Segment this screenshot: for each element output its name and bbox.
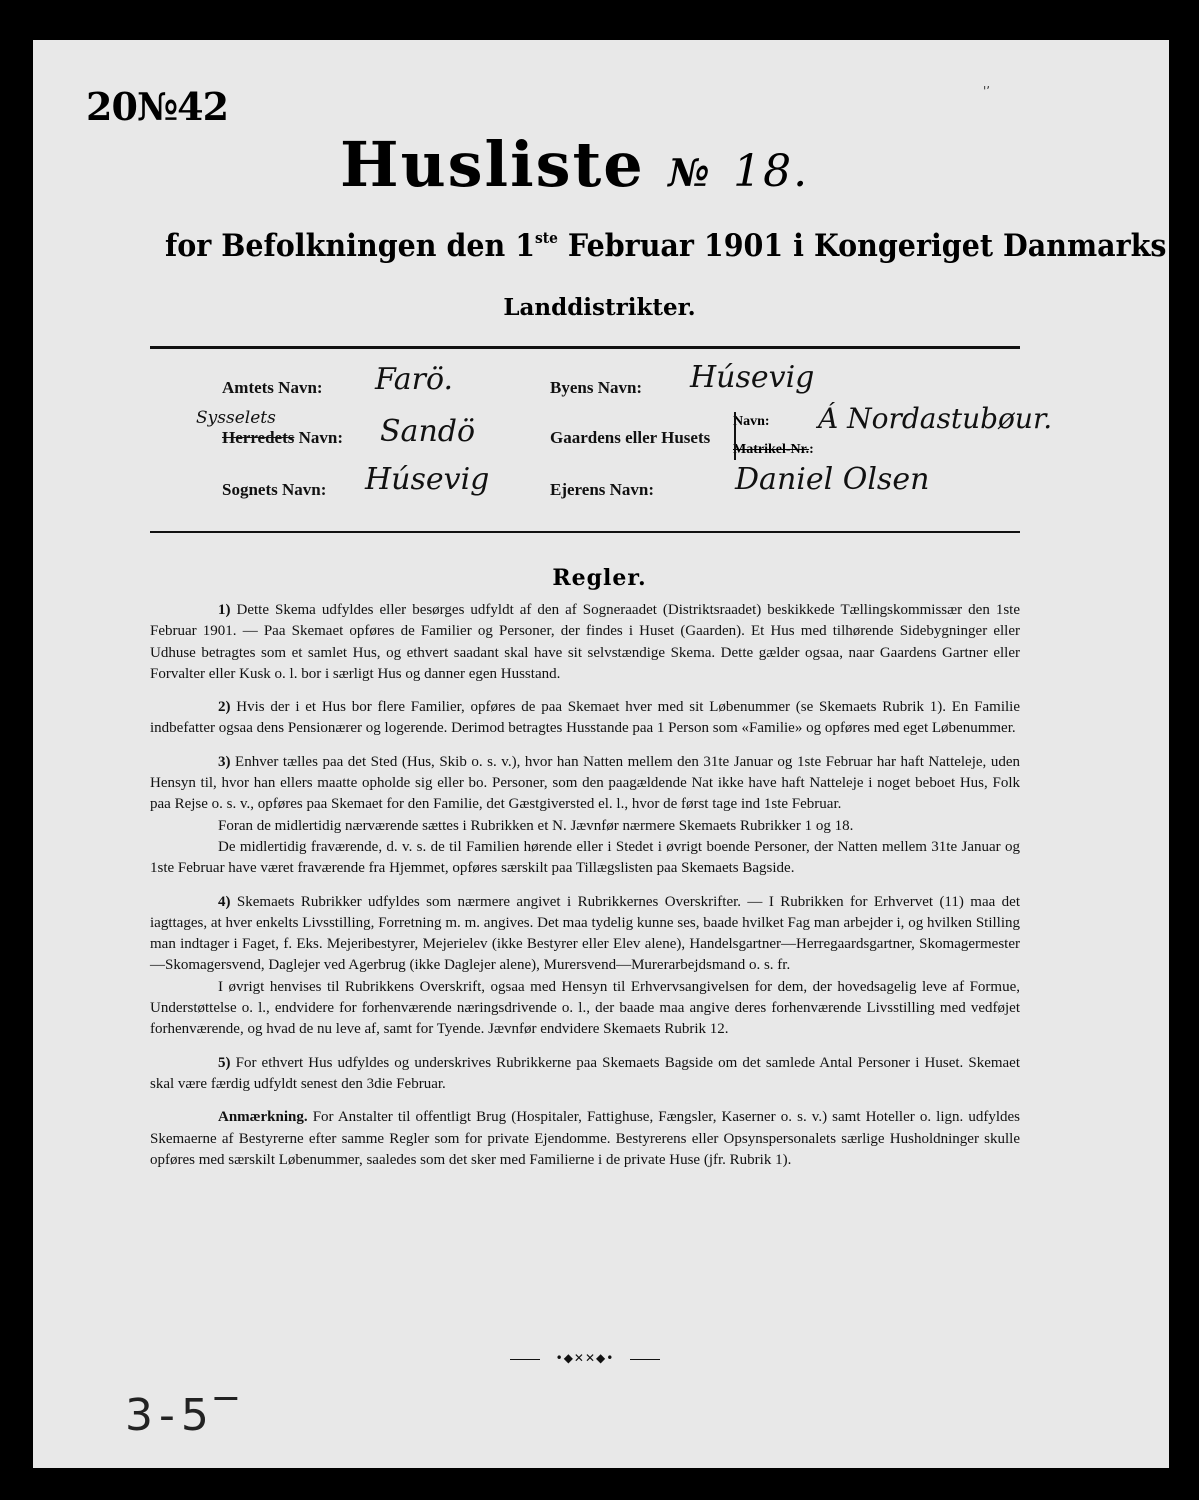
- sogn-value: Húsevig: [365, 462, 490, 497]
- ejer-label: Ejerens Navn:: [550, 480, 655, 499]
- annotation-note: Anmærkning. For Anstalter til offentligt Brug (Hospitaler, Fattighuse, Fængsler, Kaserner o. s. v.) samt Hoteller o. lign. udfyldes Skemaerne af Bestyrerne efter samme Regler som for private Ejendomme. Bestyrerens eller Opsynspersonalets særlige Husholdninger skulle opføres med særskilt Løbenummer, saaledes som det sker med Familierne i de private Huse (jfr. Rubrik 1).: [150, 1109, 1021, 1168]
- herred-label: Navn:: [298, 428, 344, 447]
- rules-title: Regler.: [552, 565, 647, 591]
- form-subtitle: [165, 228, 1167, 264]
- district-heading: Landdistrikter.: [503, 294, 696, 321]
- gaard-navn-label: Navn:: [733, 414, 770, 429]
- form-title: [340, 128, 860, 201]
- by-value: Húsevig: [690, 360, 815, 395]
- gaard-value: Á Nordastubøur.: [818, 402, 1053, 435]
- sogn-label: Sognets Navn:: [222, 480, 327, 499]
- corner-mark: 'ʼ: [983, 84, 991, 98]
- herred-label-struck: Herredets: [222, 428, 295, 447]
- rule-4-cont: I øvrigt henvises til Rubrikkens Overskrift, ogsaa med Hensyn til Erhvervsangivelsen for dem, der hovedsagelig leve af Formue, Understøttelse o. l., endvidere for forhenværende næringsdrivende o. l., der baade maa angive deres forhenværende Livsstilling med vedføjet forhenværende, og hvad de nu leve af, samt for Tyende. Jævnfør endvidere Skemaets Rubrik 12.: [150, 978, 1020, 1038]
- ornament-divider: •◆✕✕◆•: [510, 1351, 660, 1365]
- subtitle-post: Februar 1901 i Kongeriget Danmarks: [557, 228, 1167, 264]
- subtitle-pre: for Befolkningen den 1: [165, 228, 536, 264]
- herred-label-group: [222, 428, 343, 448]
- archive-stamp: 20№42: [86, 84, 229, 129]
- ejer-value: Daniel Olsen: [735, 462, 930, 497]
- herred-value: Sandö: [380, 414, 476, 449]
- herred-handwritten-label: Sysselets: [196, 408, 276, 428]
- subtitle-sup: ste: [535, 229, 558, 247]
- number-sign: №: [668, 150, 710, 195]
- gaard-bracket: [734, 412, 736, 460]
- rule-3-cont-a: Foran de midlertidig nærværende sættes i Rubrikken et N. Jævnfør nærmere Skemaets Rubrikker 1 og 18.: [218, 817, 854, 834]
- amt-value: Farö.: [375, 362, 454, 397]
- form-number: 18.: [733, 146, 810, 197]
- title-text: Husliste: [340, 128, 645, 201]
- rules-body: [150, 600, 1020, 1183]
- top-divider: [150, 346, 1020, 349]
- amt-label: Amtets Navn:: [222, 378, 323, 397]
- handwritten-bottom-note: 3-5‾: [125, 1390, 243, 1441]
- field-divider: [150, 531, 1020, 533]
- rule-3: 3) Enhver tælles paa det Sted (Hus, Skib o. s. v.), hvor han Natten mellem den 31te Januar og 1ste Februar har haft Natteleje, uden Hensyn til, hvor han ellers maatte opholde sig eller bo. Personer, som den paagældende Nat ikke have haft Natteleje i noget beboet Hus, Folk paa Rejse o. s. v., opføres paa Skemaet for den Familie, det Gæstgiversted el. l., hvor de først tage ind 1ste Februar.: [150, 753, 1020, 813]
- rule-1: 1) Dette Skema udfyldes eller besørges udfyldt af den af Sogneraadet (Distriktsraadet) beskikkede Tællingskommissær den 1ste Februar 1901. — Paa Skemaet opføres de Familier og Personer, der findes i Huset (Gaarden). Et Hus med tilhørende Sidebygninger eller Udhuse betragtes som et samlet Hus, og ethvert saadant skal have sit selvstændige Skema. Dette gælder ogsaa, naar Gaardens Gartner eller Forvalter eller Kusk o. l. bor i særligt Hus og danner egen Husstand.: [150, 602, 1020, 682]
- rule-2: 2) Hvis der i et Hus bor flere Familier, opføres de paa Skemaet hver med sit Løbenummer (se Skemaets Rubrik 1). En Familie indbefatter ogsaa dens Pensionærer og logerende. Derimod betragtes Husstande paa 1 Person som «Familie» og opføres med eget Løbenummer.: [150, 699, 1021, 737]
- rule-3-cont-b: De midlertidig fraværende, d. v. s. de til Familien hørende eller i Stedet i øvrigt boende Personer, der Natten mellem 31te Januar og 1ste Februar have været fraværende fra Hjemmet, opføres særskilt paa Tillægslisten paa Skemaets Bagside.: [150, 838, 1020, 877]
- gaard-matrikel-label: Matrikel-Nr.:: [733, 442, 814, 457]
- by-label: Byens Navn:: [550, 378, 643, 397]
- gaard-label: Gaardens eller Husets: [550, 428, 711, 447]
- rule-4: 4) Skemaets Rubrikker udfyldes som nærmere angivet i Rubrikkernes Overskrifter. — I Rubrikken for Erhvervet (11) maa det iagttages, at hver enkelts Livsstilling, Forretning m. m. angives. Det maa tydelig kunne ses, baade hvilket Fag man arbejder i, og hvilken Stilling man indtager i Faget, f. Eks. Mejeribestyrer, Mejerielev (ikke Bestyrer eller Elev alene), Handelsgartner—Herregaardsgartner, Skomagermester—Skomagersvend, Daglejer ved Agerbrug (ikke Daglejer alene), Murersvend—Murerarbejdsmand o. s. fr.: [150, 893, 1021, 974]
- rule-5: 5) For ethvert Hus udfyldes og underskrives Rubrikkerne paa Skemaets Bagside om det samlede Antal Personer i Huset. Skemaet skal være færdig udfyldt senest den 3die Februar.: [150, 1054, 1021, 1092]
